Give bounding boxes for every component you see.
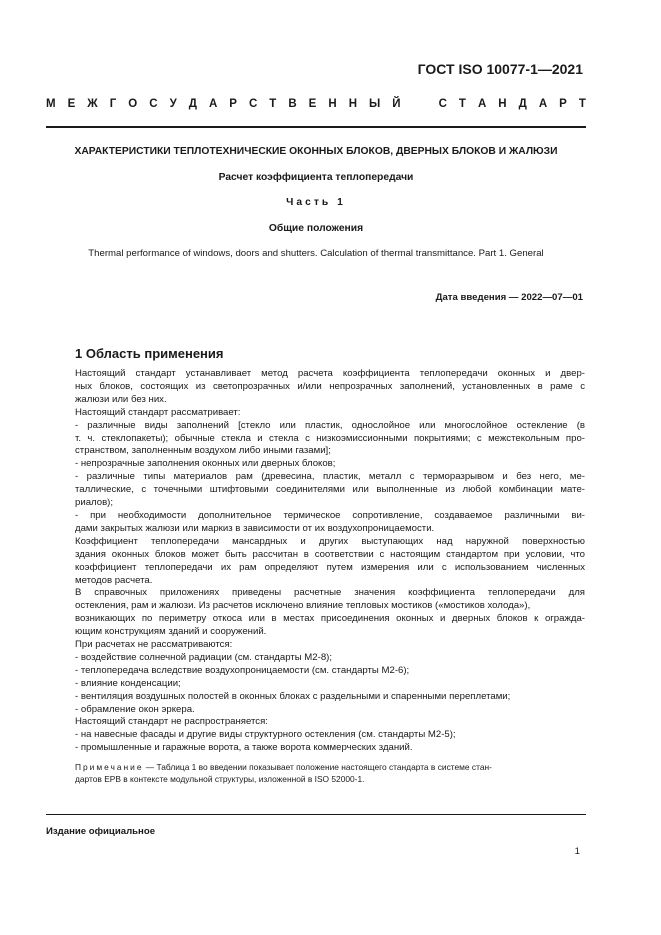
banner-letter: Ы: [369, 98, 381, 110]
banner-letter: Е: [308, 98, 317, 110]
introduction-date: Дата введения — 2022—07—01: [435, 292, 583, 303]
banner-letter: О: [128, 98, 138, 110]
body-line: ных блоков, состоящих из светопрозрачных и/или непрозрачных заполнений, установленных в раме с: [75, 380, 585, 392]
body-line: - на навесные фасады и другие виды структурного остекления (см. стандарты М2-5);: [75, 729, 456, 741]
banner-letter: Т: [269, 98, 277, 110]
banner-gap: [413, 98, 427, 110]
body-line: В справочных приложениях приведены расчетные значения коэффициента теплопередачи для: [75, 587, 585, 599]
body-line: риалов);: [75, 497, 114, 509]
body-line: - промышленные и гаражные ворота, а также ворота коммерческих зданий.: [75, 742, 413, 754]
body-line: таллические, с точечными штифтовыми соединителями или выполненные из любой комбинации матe-: [75, 484, 585, 496]
note-text-1: — Таблица 1 во введении показывает положение настоящего стандарта в системе стан-: [143, 762, 492, 773]
body-line: Настоящий стандарт не распространяется:: [75, 716, 268, 728]
body-line: остекления, рам и жалюзи. Из расчетов исключено влияние тепловых мостиков («мостиков холода»),: [75, 600, 531, 612]
banner-letter: Р: [559, 98, 567, 110]
body-lines: [75, 368, 585, 755]
title-main: ХАРАКТЕРИСТИКИ ТЕПЛОТЕХНИЧЕСКИЕ ОКОННЫХ БЛОКОВ, ДВЕРНЫХ БЛОКОВ И ЖАЛЮЗИ: [74, 146, 558, 157]
body-line: - влияние конденсации;: [75, 677, 181, 689]
body-line: - воздействие солнечной радиации (см. стандарты М2-8);: [75, 651, 333, 663]
body-line: возникающих по периметру откоса или в местах присоединения оконных и дверных блоков к огражда-: [75, 613, 585, 625]
banner-letter: Е: [67, 98, 76, 110]
section-heading: 1 Область применения: [75, 346, 224, 361]
title-english: Thermal performance of windows, doors and shutters. Calculation of thermal transmittance. Part 1. General: [88, 248, 544, 259]
banner-letter: Г: [109, 98, 117, 110]
banner-letter: Р: [229, 98, 237, 110]
banner-letter: В: [288, 98, 297, 110]
footer-rule: [46, 814, 586, 815]
banner-letter: Н: [348, 98, 357, 110]
body-line: методов расчета.: [75, 574, 153, 586]
note: [75, 761, 585, 785]
banner-letter: М: [46, 98, 56, 110]
body-line: При расчетах не рассматриваются:: [75, 639, 233, 651]
edition-label: Издание официальное: [46, 826, 156, 837]
note-line-2: дартов EPB в контексте модульной структуры, изложенной в ISO 52000-1.: [75, 774, 365, 785]
header-rule: [46, 126, 586, 128]
body-line: - непрозрачные заполнения оконных или дверных блоков;: [75, 458, 336, 470]
body-line: - различные виды заполнений [стекло или пластик, однослойное или многослойное остекление (в: [75, 419, 585, 431]
banner-letter: Д: [188, 98, 197, 110]
note-label: Примечание: [75, 762, 144, 773]
body-line: т. ч. стеклопакеты); обычные стекла и стекла с низкоэмиссионными покрытиями; с межстекольным про-: [75, 432, 585, 444]
body-line: - при необходимости дополнительное термическое сопротивление, создаваемое различными ви-: [75, 509, 585, 521]
part-label: Часть 1: [286, 197, 346, 208]
banner-letter: Н: [498, 98, 507, 110]
body-line: - теплопередача вследствие воздухопроницаемости (см. стандарты М2-6);: [75, 664, 410, 676]
banner-letter: А: [208, 98, 218, 110]
body-line: Коэффициент теплопередачи мансардных и других выступающих над наружной поверхностью: [75, 535, 585, 547]
page-number: 1: [574, 846, 580, 857]
banner-letter: А: [538, 98, 548, 110]
banner-letter: Ж: [87, 98, 98, 110]
body-line: Настоящий стандарт рассматривает:: [75, 406, 241, 418]
body-line: жалюзи или без них.: [75, 393, 167, 405]
banner-letter: Н: [328, 98, 337, 110]
body-line: - вентиляция воздушных полостей в оконных блоках с раздельными и спаренными переплетами;: [75, 690, 511, 702]
banner-letter: С: [149, 98, 158, 110]
body-line: Настоящий стандарт устанавливает метод расчета коэффициента теплопередачи оконных и двер-: [75, 368, 585, 379]
banner-letter: Й: [392, 98, 401, 110]
banner-letter: Т: [578, 98, 586, 110]
title-sub: Расчет коэффициента теплопередачи: [218, 172, 414, 183]
banner-letter: Д: [518, 98, 527, 110]
part-title: Общие положения: [268, 223, 364, 234]
body-line: коэффициент теплопередачи их рам определяют путем измерения или с использованием численных: [75, 561, 585, 573]
banner-letter: Т: [458, 98, 466, 110]
banner-letter: А: [477, 98, 487, 110]
body-line: - различные типы материалов рам (древесина, пластик, металл с терморазрывом и без него, ме-: [75, 471, 585, 483]
body-line: дами закрытых жалюзи или маркиз в зависимости от их воздухопроницаемости.: [75, 522, 435, 534]
body-line: странством, заполненным воздухом либо иными газами];: [75, 445, 331, 457]
body-line: здания оконных блоков может быть рассчитан в соответствии с настоящим стандартом при условии, что: [75, 548, 585, 560]
banner-letter: С: [248, 98, 258, 110]
interstate-standard-banner: [46, 98, 586, 110]
document-code: ГОСТ ISO 10077-1—2021: [417, 61, 583, 77]
note-line-1: [75, 761, 585, 773]
section-body: [75, 368, 585, 785]
banner-letter: С: [438, 98, 447, 110]
body-line: ющим конструкциям зданий и сооружений.: [75, 626, 267, 638]
banner-letter: У: [169, 98, 177, 110]
body-line: - обрамление окон эркера.: [75, 703, 195, 715]
